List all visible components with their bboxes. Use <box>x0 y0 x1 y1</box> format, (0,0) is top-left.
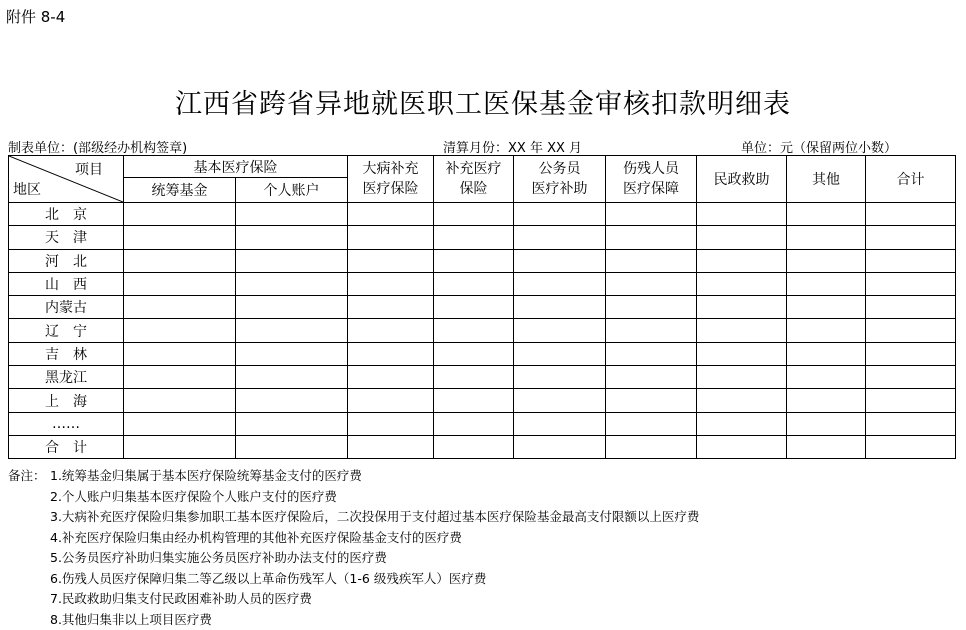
value-cell[interactable] <box>434 342 514 365</box>
value-cell[interactable] <box>787 389 866 412</box>
header-supplementary <box>434 156 514 203</box>
value-cell[interactable] <box>697 366 787 389</box>
header-basic-insurance: 基本医疗保险 <box>124 156 348 178</box>
value-cell[interactable] <box>124 296 236 319</box>
region-cell: 上 海 <box>9 389 124 412</box>
table-row <box>9 389 956 412</box>
note-item: 8.其他归集非以上项目医疗费 <box>50 610 212 630</box>
header-disabled-line2: 医疗保障 <box>623 181 679 197</box>
note-item: 1.统筹基金归集属于基本医疗保险统筹基金支付的医疗费 <box>50 466 362 487</box>
value-cell[interactable] <box>348 342 434 365</box>
table-row <box>9 249 956 272</box>
value-cell[interactable] <box>514 203 606 226</box>
value-cell[interactable] <box>787 203 866 226</box>
value-cell[interactable] <box>606 272 697 295</box>
header-civil-line1: 公务员 <box>539 161 581 177</box>
currency-unit: 单位：元（保留两位小数） <box>741 137 897 156</box>
value-cell[interactable] <box>434 249 514 272</box>
value-cell[interactable] <box>514 389 606 412</box>
value-cell[interactable] <box>348 366 434 389</box>
value-cell[interactable] <box>348 389 434 412</box>
value-cell[interactable] <box>697 342 787 365</box>
value-cell[interactable] <box>514 319 606 342</box>
header-civil-servant <box>514 156 606 203</box>
value-cell[interactable] <box>606 226 697 249</box>
value-cell[interactable] <box>348 435 434 458</box>
value-cell[interactable] <box>787 412 866 435</box>
value-cell[interactable] <box>787 296 866 319</box>
region-cell: 天 津 <box>9 226 124 249</box>
region-cell: …… <box>9 412 124 435</box>
region-cell: 山 西 <box>9 272 124 295</box>
value-cell[interactable] <box>606 435 697 458</box>
value-cell[interactable] <box>434 272 514 295</box>
value-cell[interactable] <box>124 226 236 249</box>
value-cell[interactable] <box>787 249 866 272</box>
value-cell[interactable] <box>606 296 697 319</box>
value-cell[interactable] <box>124 389 236 412</box>
value-cell[interactable] <box>434 296 514 319</box>
value-cell[interactable] <box>514 435 606 458</box>
note-item: 7.民政救助归集支付民政困难补助人员的医疗费 <box>50 589 312 610</box>
value-cell[interactable] <box>866 203 956 226</box>
value-cell[interactable] <box>434 226 514 249</box>
value-cell[interactable] <box>236 366 348 389</box>
value-cell[interactable] <box>787 272 866 295</box>
value-cell[interactable] <box>236 435 348 458</box>
value-cell[interactable] <box>787 319 866 342</box>
region-cell: 黑龙江 <box>9 366 124 389</box>
header-serious-illness <box>348 156 434 203</box>
value-cell[interactable] <box>348 249 434 272</box>
value-cell[interactable] <box>514 412 606 435</box>
table-row <box>9 272 956 295</box>
attachment-label: 附件 8-4 <box>6 6 65 27</box>
diagonal-header-cell <box>9 156 124 203</box>
value-cell[interactable] <box>606 249 697 272</box>
header-item: 项目 <box>75 159 103 179</box>
value-cell[interactable] <box>124 435 236 458</box>
value-cell[interactable] <box>514 296 606 319</box>
region-cell: 河 北 <box>9 249 124 272</box>
value-cell[interactable] <box>514 272 606 295</box>
deduction-table <box>8 155 956 459</box>
value-cell[interactable] <box>866 389 956 412</box>
value-cell[interactable] <box>124 366 236 389</box>
page-title: 江西省跨省异地就医职工医保基金审核扣款明细表 <box>0 82 966 121</box>
region-cell: 辽 宁 <box>9 319 124 342</box>
value-cell[interactable] <box>787 226 866 249</box>
value-cell[interactable] <box>866 435 956 458</box>
value-cell[interactable] <box>606 342 697 365</box>
region-cell: 北 京 <box>9 203 124 226</box>
value-cell[interactable] <box>697 296 787 319</box>
value-cell[interactable] <box>866 272 956 295</box>
header-civil-line2: 医疗补助 <box>532 181 588 197</box>
header-other: 其他 <box>787 156 866 203</box>
table-row <box>9 319 956 342</box>
note-item: 3.大病补充医疗保险归集参加职工基本医疗保险后，二次投保用于支付超过基本医疗保险基金最高支付限额以上医疗费 <box>50 507 699 528</box>
value-cell[interactable] <box>348 272 434 295</box>
value-cell[interactable] <box>348 296 434 319</box>
table-row <box>9 366 956 389</box>
value-cell[interactable] <box>434 412 514 435</box>
header-supp-line1: 补充医疗 <box>446 161 502 177</box>
note-item: 5.公务员医疗补助归集实施公务员医疗补助办法支付的医疗费 <box>50 548 387 569</box>
value-cell[interactable] <box>434 435 514 458</box>
value-cell[interactable] <box>697 435 787 458</box>
value-cell[interactable] <box>866 296 956 319</box>
value-cell[interactable] <box>697 272 787 295</box>
table-row <box>9 435 956 458</box>
header-serious-line1: 大病补充 <box>363 161 419 177</box>
value-cell[interactable] <box>697 249 787 272</box>
header-region: 地区 <box>13 179 41 199</box>
header-disabled <box>606 156 697 203</box>
value-cell[interactable] <box>124 412 236 435</box>
table-row <box>9 296 956 319</box>
note-item: 6.伤残人员医疗保障归集二等乙级以上革命伤残军人（1-6 级残疾军人）医疗费 <box>50 569 486 590</box>
value-cell[interactable] <box>866 226 956 249</box>
value-cell[interactable] <box>434 319 514 342</box>
header-total: 合计 <box>866 156 956 203</box>
table-row <box>9 203 956 226</box>
value-cell[interactable] <box>866 319 956 342</box>
table-row <box>9 226 956 249</box>
table-row <box>9 412 956 435</box>
value-cell[interactable] <box>606 319 697 342</box>
value-cell[interactable] <box>348 412 434 435</box>
preparing-unit: 制表单位：(部级经办机构签章) <box>8 137 187 156</box>
value-cell[interactable] <box>866 342 956 365</box>
value-cell[interactable] <box>697 319 787 342</box>
value-cell[interactable] <box>514 226 606 249</box>
header-personal-account: 个人账户 <box>236 178 348 203</box>
value-cell[interactable] <box>866 366 956 389</box>
notes-label: 备注： <box>8 466 46 487</box>
header-supp-line2: 保险 <box>460 181 488 197</box>
value-cell[interactable] <box>124 272 236 295</box>
value-cell[interactable] <box>434 203 514 226</box>
value-cell[interactable] <box>236 272 348 295</box>
note-item: 4.补充医疗保险归集由经办机构管理的其他补充医疗保险基金支付的医疗费 <box>50 528 462 549</box>
value-cell[interactable] <box>787 366 866 389</box>
value-cell[interactable] <box>236 296 348 319</box>
value-cell[interactable] <box>866 249 956 272</box>
value-cell[interactable] <box>787 435 866 458</box>
header-civil-relief: 民政救助 <box>697 156 787 203</box>
value-cell[interactable] <box>866 412 956 435</box>
value-cell[interactable] <box>606 389 697 412</box>
value-cell[interactable] <box>236 412 348 435</box>
value-cell[interactable] <box>236 226 348 249</box>
header-pooled-fund: 统筹基金 <box>124 178 236 203</box>
value-cell[interactable] <box>348 226 434 249</box>
value-cell[interactable] <box>434 366 514 389</box>
value-cell[interactable] <box>124 342 236 365</box>
value-cell[interactable] <box>514 249 606 272</box>
value-cell[interactable] <box>124 249 236 272</box>
header-disabled-line1: 伤残人员 <box>623 161 679 177</box>
value-cell[interactable] <box>236 203 348 226</box>
value-cell[interactable] <box>236 389 348 412</box>
value-cell[interactable] <box>124 319 236 342</box>
value-cell[interactable] <box>236 319 348 342</box>
value-cell[interactable] <box>434 389 514 412</box>
region-cell: 内蒙古 <box>9 296 124 319</box>
value-cell[interactable] <box>236 342 348 365</box>
value-cell[interactable] <box>348 319 434 342</box>
value-cell[interactable] <box>348 203 434 226</box>
value-cell[interactable] <box>697 389 787 412</box>
value-cell[interactable] <box>236 249 348 272</box>
value-cell[interactable] <box>514 366 606 389</box>
value-cell[interactable] <box>697 226 787 249</box>
value-cell[interactable] <box>606 412 697 435</box>
region-cell: 合 计 <box>9 435 124 458</box>
value-cell[interactable] <box>606 366 697 389</box>
value-cell[interactable] <box>514 342 606 365</box>
value-cell[interactable] <box>787 342 866 365</box>
value-cell[interactable] <box>697 412 787 435</box>
settlement-period: 清算月份：XX 年 XX 月 <box>443 137 582 156</box>
note-item: 2.个人账户归集基本医疗保险个人账户支付的医疗费 <box>50 487 337 508</box>
header-serious-line2: 医疗保险 <box>363 181 419 197</box>
table-row <box>9 342 956 365</box>
value-cell[interactable] <box>124 203 236 226</box>
region-cell: 吉 林 <box>9 342 124 365</box>
value-cell[interactable] <box>697 203 787 226</box>
value-cell[interactable] <box>606 203 697 226</box>
